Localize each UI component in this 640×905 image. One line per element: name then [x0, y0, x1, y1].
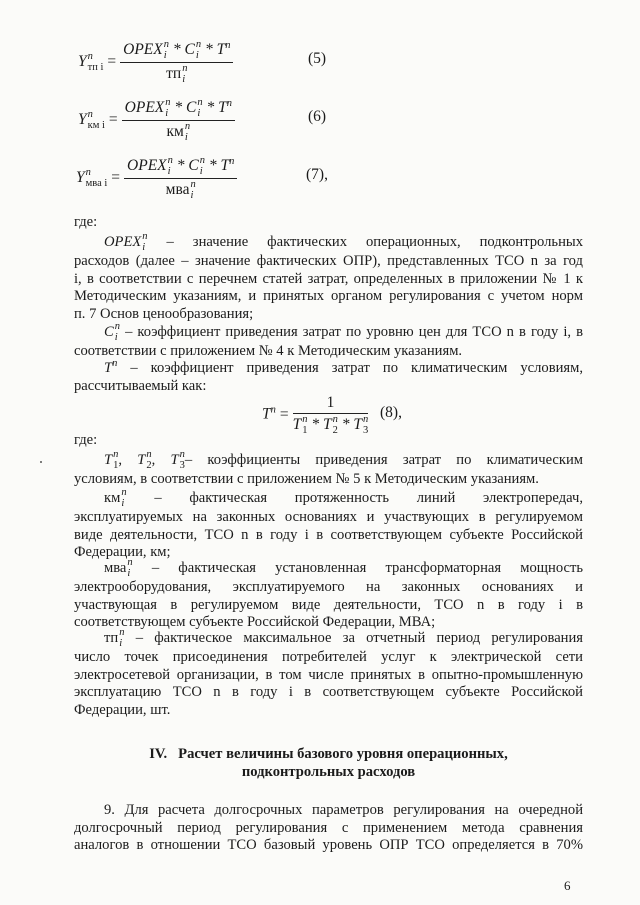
- page-number: 6: [564, 878, 571, 893]
- formula-5: Y n тп i = OPEX n i * C n i * $T^n$ тп n i: [78, 40, 233, 85]
- paragraph-9: 9. Для расчета долгосрочных параметров регулирования на очередной долгосрочный период регулирования с применением метода сравнения аналогов в отношении ТСО базовый уровень ОПР ТСО определяется в 70%: [74, 802, 583, 854]
- c-coefficient-definition: C n i – коэффициент приведения затрат по уровню цен для ТСО n в году i, в соответствии с приложением № 4 к Методическим указаниям.: [74, 321, 583, 359]
- t123-coefficients-definition: T n 1 , T n 2 , T n 3 – коэффициенты приведения затрат по климатическим условиям, в соответствии с приложением № 5 к Методическим указаниям.: [74, 449, 584, 487]
- mva-definition: мва n i – фактическая установленная трансформаторная мощность электрооборудования, эксплуатируемого на законных основаниях и участвующая в регулируемом виде деятельности, ТСО n в году i в соответствующем субъекте Российской Федерации, МВА;: [74, 557, 584, 631]
- formula-7: Y n мва i = OPEX n i * C n i * $T^n$ мва n i: [76, 156, 237, 201]
- formula-7-number: (7),: [306, 166, 328, 183]
- t-coefficient-definition: $T^n$ – коэффициент приведения затрат по климатическим условиям, рассчитываемый как:: [74, 358, 584, 394]
- km-definition: км n i – фактическая протяженность линий электропередач, эксплуатируемых на законных основаниях и участвующих в регулируемом виде деятельности, ТСО n в году i в соответствующем субъекте Российской Федерации, км;: [74, 487, 583, 561]
- where-label-1: где:: [74, 214, 98, 230]
- formula-8: $T^n$ = 1 T n 1 * T n 2 * T n 3: [262, 394, 369, 436]
- scan-speck: [40, 461, 42, 463]
- formula-5-number: (5): [308, 50, 327, 67]
- formula-6: Y n км i = OPEX n i * C n i * $T^n$ км n i: [78, 98, 235, 143]
- section-heading: IV. Расчет величины базового уровня операционных, подконтрольных расходов: [149, 746, 508, 780]
- formula-8-number: (8),: [380, 404, 402, 421]
- tp-definition: тп n i – фактическое максимальное за отчетный период регулирования число точек присоединения потребителей услуг к электрической сети электросетевой организации, в том числе принятых в опытно-промышленную эксплуатацию ТСО n в году i в соответствующем субъекте Российской Федерации, шт.: [74, 627, 583, 718]
- where-label-2: где:: [74, 432, 98, 448]
- opex-definition: OPEX n i – значение фактических операционных, подконтрольных расходов (далее – значение фактических ОПР), представленных ТСО n за год i, в соответствии с перечнем статей затрат, определенных в приложении № 1 к Методическим указаниям, и принятых органом регулирования с учетом норм п. 7 Основ ценообразования;: [74, 231, 583, 322]
- formula-6-number: (6): [308, 108, 327, 125]
